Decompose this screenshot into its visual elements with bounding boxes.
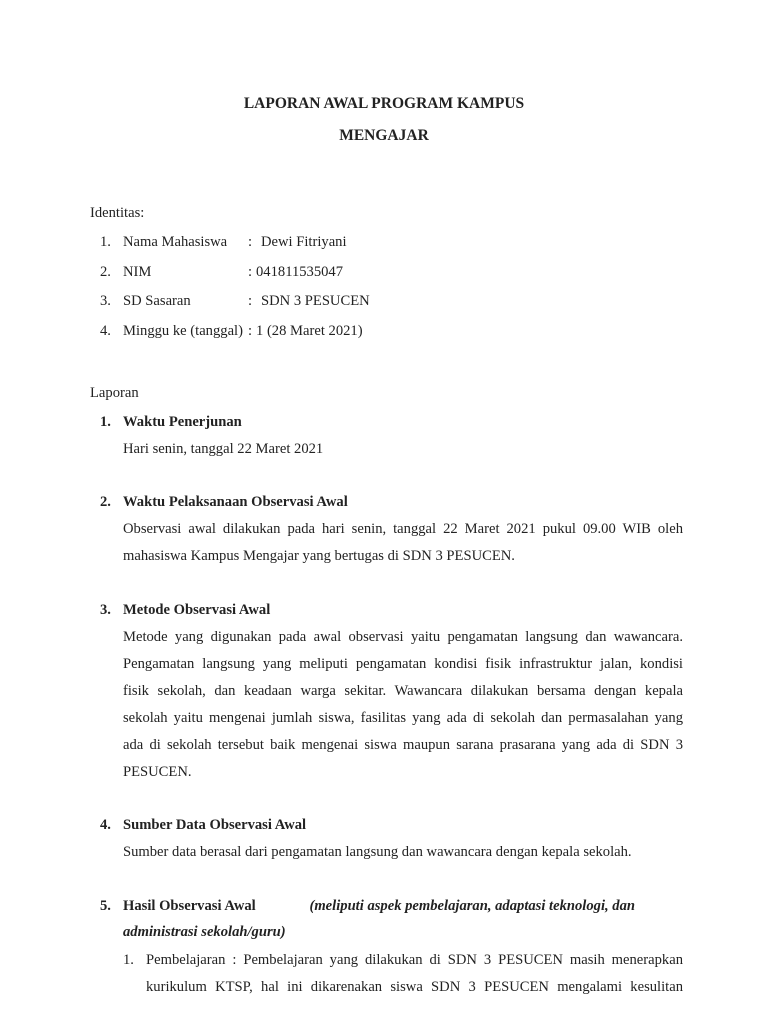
section-number: 3. [100, 602, 111, 618]
laporan-label: Laporan [90, 385, 139, 401]
section-heading: Sumber Data Observasi Awal [123, 817, 307, 833]
identitas-field-label: Minggu ke (tanggal) [123, 323, 243, 339]
identitas-num: 3. [100, 293, 111, 309]
section-text: ada di sekolah tersebut baik mengenai siswa maupun sarana prasarana yang ada di SDN 3 [123, 737, 683, 753]
identitas-field-label: NIM [123, 264, 152, 280]
section-number: 1. [100, 414, 111, 430]
section-text: sekolah yaitu mengenai jumlah siswa, fasilitas yang ada di sekolah dan permasalahan yang [123, 710, 683, 726]
section-number: 2. [100, 494, 111, 510]
identitas-separator: : [248, 293, 253, 309]
section-heading-italic: administrasi sekolah/guru) [123, 924, 286, 940]
subitem-text: kurikulum KTSP, hal ini dikarenakan siswa SDN 3 PESUCEN mengalami kesulitan [146, 979, 683, 995]
identitas-value-sd: SDN 3 PESUCEN [261, 293, 370, 309]
identitas-value-minggu: 1 (28 Maret 2021) [256, 323, 363, 339]
section-heading: Waktu Penerjunan [123, 414, 242, 430]
document-title-line-2: MENGAJAR [339, 127, 429, 144]
identitas-separator: : [248, 264, 253, 280]
section-text: Metode yang digunakan pada awal observasi yaitu pengamatan langsung dan wawancara. [123, 629, 683, 645]
identitas-num: 4. [100, 323, 111, 339]
identitas-field-label: Nama Mahasiswa [123, 234, 228, 250]
subitem-number: 1. [123, 952, 134, 968]
section-number: 4. [100, 817, 111, 833]
section-text: fisik sekolah, dan keadaan warga sekitar. Wawancara dilakukan bersama dengan kepala [123, 683, 683, 699]
identitas-num: 2. [100, 264, 111, 280]
identitas-separator: : [248, 234, 253, 250]
section-heading-line [123, 898, 635, 915]
section-text: Observasi awal dilakukan pada hari senin, tanggal 22 Maret 2021 pukul 09.00 WIB oleh [123, 521, 683, 537]
section-text: Sumber data berasal dari pengamatan langsung dan wawancara dengan kepala sekolah. [123, 844, 632, 860]
section-heading: Waktu Pelaksanaan Observasi Awal [123, 494, 348, 510]
identitas-num: 1. [100, 234, 111, 250]
identitas-field-label: SD Sasaran [123, 293, 191, 309]
subitem-text: Pembelajaran : Pembelajaran yang dilakukan di SDN 3 PESUCEN masih menerapkan [146, 952, 683, 968]
section-heading: Hasil Observasi Awal [123, 898, 256, 914]
document-title-line-1: LAPORAN AWAL PROGRAM KAMPUS [243, 95, 525, 112]
section-heading: Metode Observasi Awal [123, 602, 271, 618]
identitas-value-nama: Dewi Fitriyani [261, 234, 347, 250]
section-text: Pengamatan langsung yang meliputi pengamatan kondisi fisik infrastruktur jalan, kondisi [123, 656, 683, 672]
identitas-value-nim: 041811535047 [256, 264, 344, 280]
identitas-separator: : [248, 323, 253, 339]
section-text: PESUCEN. [123, 764, 192, 780]
section-heading-italic: (meliputi aspek pembelajaran, adaptasi teknologi, dan [309, 898, 635, 914]
section-number: 5. [100, 898, 111, 914]
section-text: Hari senin, tanggal 22 Maret 2021 [123, 441, 324, 457]
section-text: mahasiswa Kampus Mengajar yang bertugas di SDN 3 PESUCEN. [123, 548, 515, 564]
identitas-label: Identitas: [90, 205, 145, 221]
